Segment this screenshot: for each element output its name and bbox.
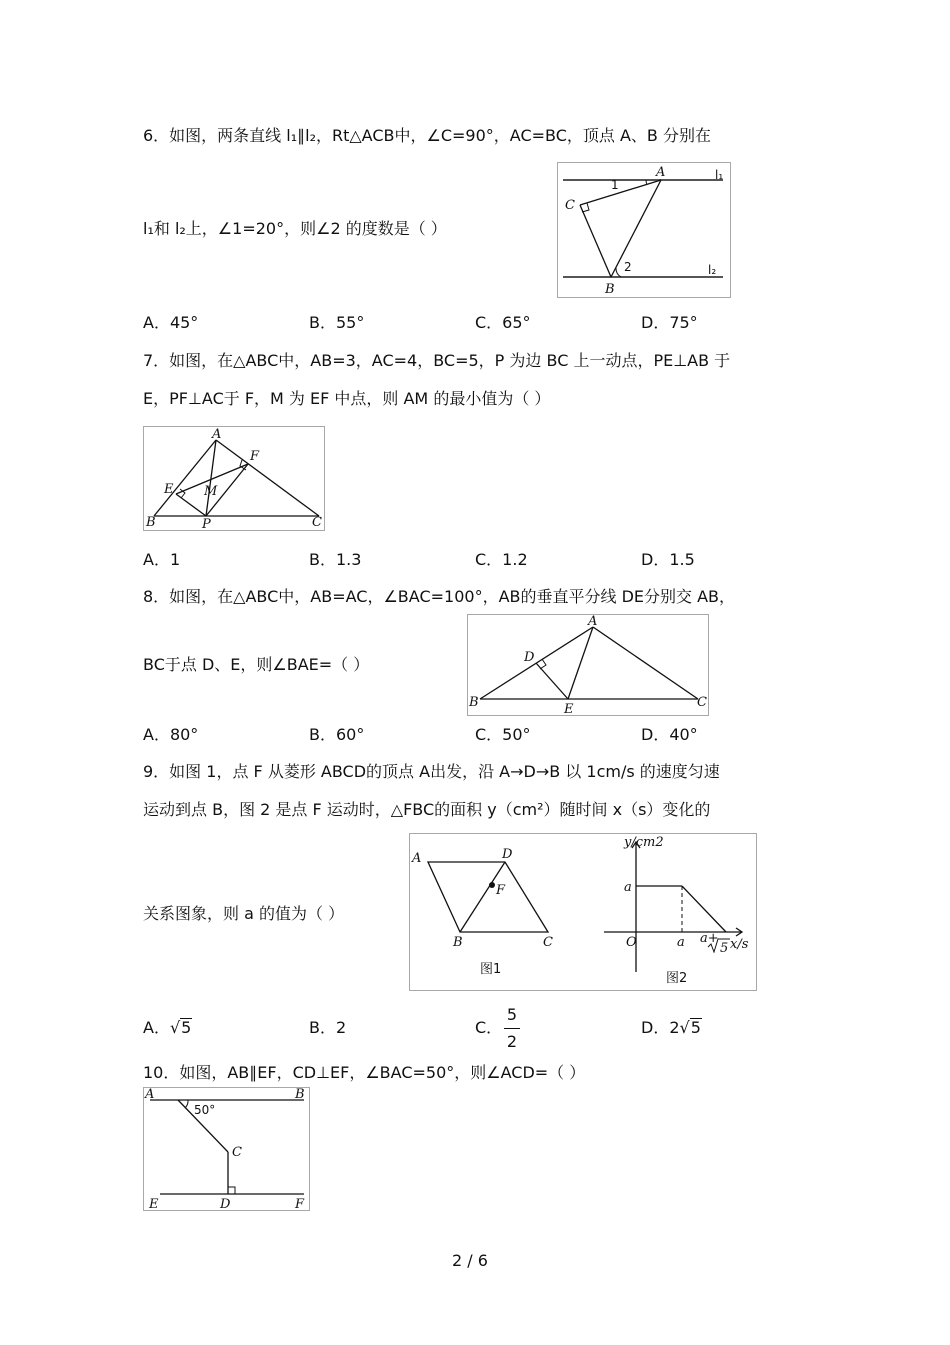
q6-fig-label-1: 1 bbox=[611, 178, 619, 192]
q9-option-b: B．2 bbox=[309, 1018, 347, 1037]
q7-fig-label-c: C bbox=[312, 515, 322, 530]
q8-fig-label-b: B bbox=[469, 695, 479, 710]
q6-option-c: C．65° bbox=[475, 313, 531, 332]
q9-fig2-label-origin: O bbox=[626, 935, 637, 950]
q9-stem-line2: 运动到点 B，图 2 是点 F 运动时，△FBC的面积 y（cm²）随时间 x（s）变化的 bbox=[143, 800, 711, 819]
q9-option-d bbox=[641, 1017, 702, 1039]
q6-fig-label-l1: l₁ bbox=[715, 168, 724, 182]
q6-option-b: B．55° bbox=[309, 313, 365, 332]
q9-fig2-label-a-y: a bbox=[624, 880, 632, 895]
q10-fig-label-e: E bbox=[149, 1197, 159, 1210]
q9-fig2-label-a-plus: a+ bbox=[700, 931, 719, 946]
q7-fig-label-m: M bbox=[204, 484, 218, 499]
q10-fig-label-c: C bbox=[232, 1145, 242, 1160]
q9-figure bbox=[409, 833, 757, 991]
q6-fig-label-c: C bbox=[565, 198, 575, 213]
q10-fig-label-d: D bbox=[220, 1197, 231, 1210]
q6-option-a: A．45° bbox=[143, 313, 199, 332]
q6-option-d: D．75° bbox=[641, 313, 698, 332]
q9-option-a-label: A． bbox=[143, 1018, 170, 1037]
q7-fig-label-a: A bbox=[212, 427, 222, 442]
q10-fig-label-angle: 50° bbox=[194, 1103, 216, 1117]
q8-fig-label-a: A bbox=[588, 615, 598, 629]
q9-fig1-label-d: D bbox=[502, 847, 513, 862]
q9-stem-line1: 9．如图 1，点 F 从菱形 ABCD的顶点 A出发，沿 A→D→B 以 1cm/s 的速度匀速 bbox=[143, 762, 720, 781]
q8-option-c: C．50° bbox=[475, 725, 531, 744]
q9-option-c-denominator: 2 bbox=[506, 1032, 518, 1051]
q7-fig-label-f: F bbox=[250, 449, 260, 464]
q8-fig-label-c: C bbox=[697, 695, 707, 710]
q10-stem-line1: 10．如图，AB∥EF，CD⊥EF，∠BAC=50°，则∠ACD=（ ） bbox=[143, 1063, 586, 1082]
q9-stem-line3: 关系图象，则 a 的值为（ ） bbox=[143, 904, 345, 923]
q9-option-d-label: D．2 bbox=[641, 1018, 680, 1037]
q6-fig-label-a: A bbox=[656, 165, 666, 180]
q7-stem-line2: E，PF⊥AC于 F，M 为 EF 中点，则 AM 的最小值为（ ） bbox=[143, 389, 551, 408]
q7-option-d: D．1.5 bbox=[641, 550, 695, 569]
q8-fig-label-d: D bbox=[524, 650, 535, 665]
q7-figure bbox=[143, 426, 325, 531]
q6-stem-line2: l₁和 l₂上，∠1=20°，则∠2 的度数是（ ） bbox=[143, 219, 447, 238]
q6-fig-label-b: B bbox=[605, 282, 615, 297]
q8-option-b: B．60° bbox=[309, 725, 365, 744]
q6-fig-label-l2: l₂ bbox=[708, 263, 717, 277]
q7-fig-label-b: B bbox=[146, 515, 156, 530]
q7-stem-line1: 7．如图，在△ABC中，AB=3，AC=4，BC=5，P 为边 BC 上一动点，PE⊥AB 于 bbox=[143, 351, 731, 370]
q7-option-a: A．1 bbox=[143, 550, 181, 569]
q8-stem-line1: 8．如图，在△ABC中，AB=AC，∠BAC=100°，AB的垂直平分线 DE分别交 AB， bbox=[143, 587, 736, 606]
q9-fig1-label-a: A bbox=[412, 851, 422, 866]
q6-fig-label-2: 2 bbox=[624, 260, 632, 274]
q9-option-a-radicand: 5 bbox=[181, 1018, 192, 1037]
q7-fig-label-e: E bbox=[164, 482, 174, 497]
q9-fig2-axis-y: y/cm2 bbox=[624, 835, 664, 850]
q10-fig-label-f: F bbox=[295, 1197, 305, 1210]
q9-option-c-label: C． bbox=[475, 1018, 503, 1037]
q8-option-d: D．40° bbox=[641, 725, 698, 744]
q9-fig1-label-b: B bbox=[453, 935, 463, 950]
q8-figure bbox=[467, 614, 709, 716]
q9-option-d-radicand: 5 bbox=[690, 1018, 701, 1037]
q8-stem-line2: BC于点 D、E，则∠BAE=（ ） bbox=[143, 655, 370, 674]
q9-option-c-fraction-bar bbox=[504, 1028, 520, 1029]
q10-fig-label-b: B bbox=[295, 1088, 305, 1102]
q10-fig-label-a: A bbox=[145, 1088, 155, 1102]
q9-fig1-label-f: F bbox=[496, 883, 506, 898]
page-number: 2 / 6 bbox=[452, 1251, 488, 1270]
q7-option-c: C．1.2 bbox=[475, 550, 528, 569]
q10-figure bbox=[143, 1087, 310, 1211]
q9-fig2-axis-x: x/s bbox=[730, 937, 749, 952]
q6-stem-line1: 6．如图，两条直线 l₁∥l₂，Rt△ACB中，∠C=90°，AC=BC，顶点 A、B 分别在 bbox=[143, 126, 711, 145]
sqrt-icon: √ bbox=[679, 1018, 690, 1037]
q9-fig2-label-a-x: a bbox=[677, 935, 685, 950]
q9-option-a bbox=[143, 1017, 192, 1039]
q9-fig1-label-c: C bbox=[543, 935, 553, 950]
q7-option-b: B．1.3 bbox=[309, 550, 362, 569]
q6-figure bbox=[557, 162, 731, 298]
sqrt-icon: √ bbox=[169, 1018, 181, 1037]
q8-option-a: A．80° bbox=[143, 725, 199, 744]
q8-fig-label-e: E bbox=[564, 702, 574, 715]
q9-fig2-label-sqrt5: 5 bbox=[720, 941, 729, 956]
q9-fig2-caption: 图2 bbox=[666, 971, 688, 986]
q7-fig-label-p: P bbox=[202, 517, 211, 530]
q9-fig1-caption: 图1 bbox=[480, 962, 502, 977]
q9-option-c-numerator: 5 bbox=[506, 1005, 518, 1024]
